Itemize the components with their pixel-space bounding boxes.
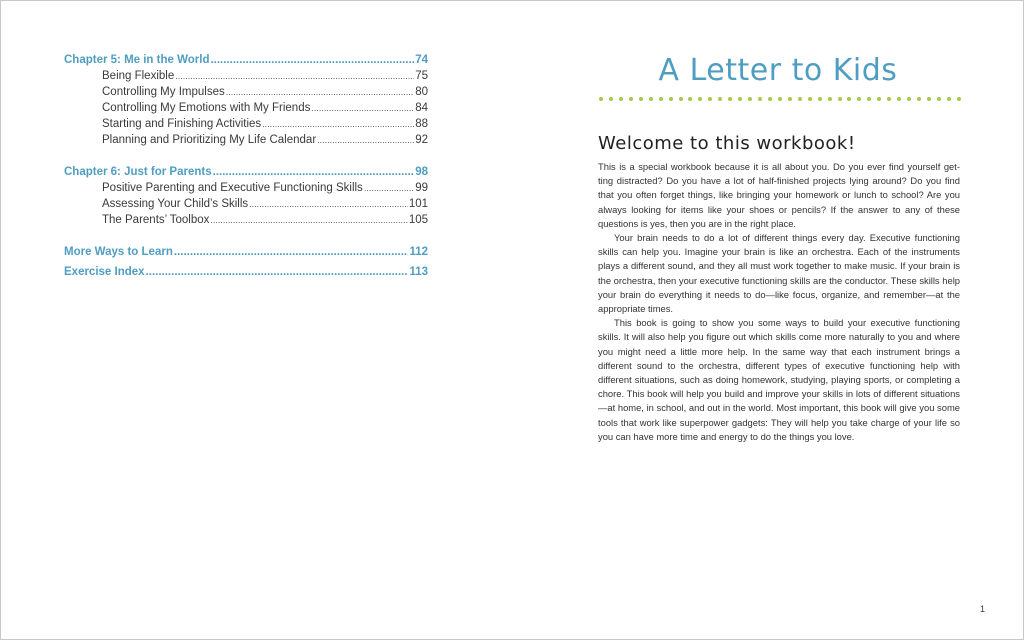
divider-dot bbox=[748, 97, 752, 101]
toc-leader bbox=[146, 266, 409, 278]
toc-label: Controlling My Impulses bbox=[102, 86, 225, 98]
toc-page: 84 bbox=[415, 102, 428, 114]
toc-page: 98 bbox=[415, 166, 428, 178]
divider-dot bbox=[698, 97, 702, 101]
toc-entry[interactable] bbox=[64, 182, 428, 198]
toc-label: Starting and Finishing Activities bbox=[102, 118, 262, 130]
toc-leader bbox=[174, 246, 409, 258]
toc-spacer bbox=[64, 230, 428, 246]
toc-entry[interactable] bbox=[64, 134, 428, 150]
divider-dot bbox=[679, 97, 683, 101]
divider-dot bbox=[887, 97, 891, 101]
toc-label: Planning and Prioritizing My Life Calendar bbox=[102, 134, 317, 146]
toc-page: 75 bbox=[415, 70, 428, 82]
toc-label: Chapter 6: Just for Parents bbox=[64, 166, 212, 178]
toc-label: Controlling My Emotions with My Friends bbox=[102, 102, 311, 114]
toc-spacer bbox=[64, 150, 428, 166]
divider-dot bbox=[897, 97, 901, 101]
toc-leader bbox=[317, 135, 414, 145]
divider-dot bbox=[828, 97, 832, 101]
toc-leader bbox=[364, 183, 414, 193]
toc-leader bbox=[226, 87, 414, 97]
divider-dot bbox=[937, 97, 941, 101]
toc-entry-chapter-6[interactable] bbox=[64, 166, 428, 182]
page-number: 1 bbox=[979, 604, 985, 614]
toc-label: The Parents’ Toolbox bbox=[102, 214, 210, 226]
paragraph: This book is going to show you some ways to build your executive functioning skills. It will also help you figure out which skills come more naturally to you and where you might need a little more help. In the same way that each instrument brings a different sound to the orchestra, different types of executive functioning help with different situations, such as doing homework, studying, playing sports, or completing a chore. This book will help you build and improve your skills in lots of different situations—at home, in school, and out in the world. Most important, this book will give you some tools that work like superpower gadgets: They will help you take charge of your life so you can have more time and energy to do the things you love. bbox=[598, 317, 960, 442]
toc-leader bbox=[249, 199, 408, 209]
divider-dot bbox=[838, 97, 842, 101]
toc-page: 112 bbox=[409, 246, 428, 258]
toc-entry[interactable] bbox=[64, 86, 428, 102]
divider-dot bbox=[669, 97, 673, 101]
toc-leader bbox=[262, 119, 414, 129]
toc-leader bbox=[210, 215, 407, 225]
divider-dot bbox=[867, 97, 871, 101]
divider-dot bbox=[599, 97, 603, 101]
toc-page: 113 bbox=[409, 266, 428, 278]
toc-leader bbox=[210, 54, 414, 66]
dotted-divider bbox=[599, 97, 961, 105]
toc-label: Chapter 5: Me in the World bbox=[64, 54, 210, 66]
divider-dot bbox=[877, 97, 881, 101]
divider-dot bbox=[907, 97, 911, 101]
divider-dot bbox=[649, 97, 653, 101]
toc-entry[interactable] bbox=[64, 118, 428, 134]
toc-entry[interactable] bbox=[64, 214, 428, 230]
divider-dot bbox=[847, 97, 851, 101]
toc-page: 74 bbox=[415, 54, 428, 66]
divider-dot bbox=[718, 97, 722, 101]
divider-dot bbox=[738, 97, 742, 101]
divider-dot bbox=[818, 97, 822, 101]
divider-dot bbox=[659, 97, 663, 101]
paragraph: This is a special workbook because it is all about you. Do you ever find yourself get- ting distracted? Do you have a lot of half-finished projects lying around? Do you find that you often forget things, like bringing your homework or lunch to school? Are you always looking for items like your shoes or pencils? If the answer to any of these questions is yes, then you are in the right place. bbox=[598, 161, 960, 229]
toc-entry-more-ways[interactable] bbox=[64, 246, 428, 262]
divider-dot bbox=[688, 97, 692, 101]
toc-label: Assessing Your Child’s Skills bbox=[102, 198, 249, 210]
toc-page: 92 bbox=[415, 134, 428, 146]
divider-dot bbox=[629, 97, 633, 101]
divider-dot bbox=[788, 97, 792, 101]
toc-label: Exercise Index bbox=[64, 266, 145, 278]
toc-label: More Ways to Learn bbox=[64, 246, 173, 258]
toc-leader bbox=[311, 103, 414, 113]
toc-leader bbox=[175, 71, 414, 81]
divider-dot bbox=[798, 97, 802, 101]
divider-dot bbox=[917, 97, 921, 101]
divider-dot bbox=[768, 97, 772, 101]
page-title: A Letter to Kids bbox=[658, 53, 898, 88]
divider-dot bbox=[808, 97, 812, 101]
toc-entry[interactable] bbox=[64, 70, 428, 86]
toc-entry-chapter-5[interactable] bbox=[64, 54, 428, 70]
divider-dot bbox=[609, 97, 613, 101]
divider-dot bbox=[957, 97, 961, 101]
toc-page: 88 bbox=[415, 118, 428, 130]
toc-page: 105 bbox=[408, 214, 428, 226]
divider-dot bbox=[857, 97, 861, 101]
toc-page: 80 bbox=[415, 86, 428, 98]
divider-dot bbox=[947, 97, 951, 101]
divider-dot bbox=[639, 97, 643, 101]
divider-dot bbox=[708, 97, 712, 101]
divider-dot bbox=[728, 97, 732, 101]
section-heading: Welcome to this workbook! bbox=[598, 133, 856, 154]
toc-page: 101 bbox=[408, 198, 428, 210]
toc-label: Positive Parenting and Executive Functioning Skills bbox=[102, 182, 363, 194]
toc-page: 99 bbox=[415, 182, 428, 194]
toc-label: Being Flexible bbox=[102, 70, 175, 82]
toc-entry[interactable] bbox=[64, 198, 428, 214]
divider-dot bbox=[927, 97, 931, 101]
paragraph: Your brain needs to do a lot of different things every day. Executive functioning skills can help you. Imagine your brain is like an orchestra. Each of the instruments plays a different sound, and they all must work together to make music. If your brain is the orchestra, then your executive functioning skills are the conductor. These skills help your brain do everything it needs to do—like focus, organize, and remember—at the appropriate times. bbox=[598, 232, 960, 315]
divider-dot bbox=[778, 97, 782, 101]
toc-entry-exercise-index[interactable] bbox=[64, 266, 428, 282]
divider-dot bbox=[758, 97, 762, 101]
divider-dot bbox=[619, 97, 623, 101]
table-of-contents bbox=[64, 54, 428, 282]
toc-entry[interactable] bbox=[64, 102, 428, 118]
toc-leader bbox=[213, 166, 415, 178]
letter-body bbox=[598, 160, 960, 444]
